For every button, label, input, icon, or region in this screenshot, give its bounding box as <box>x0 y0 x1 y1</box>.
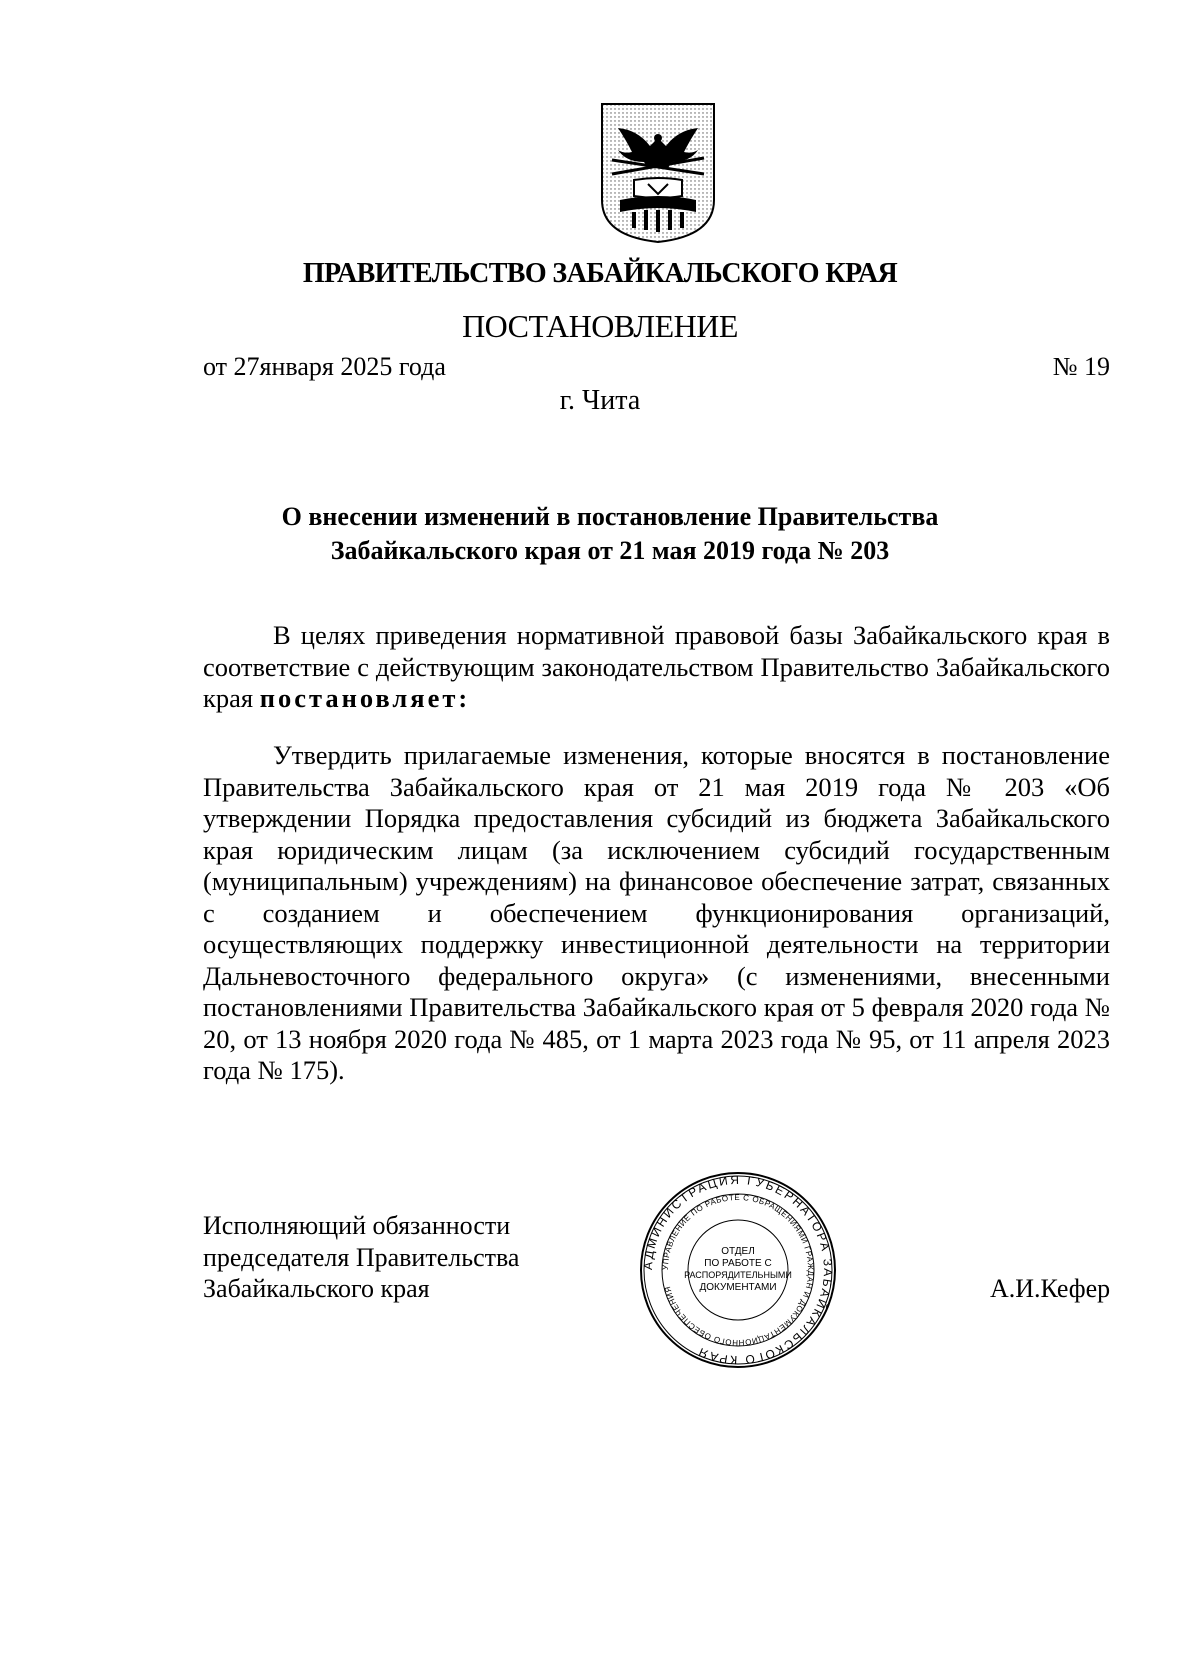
document-title-line2: Забайкальского края от 21 мая 2019 года № 203 <box>330 536 890 565</box>
stamp-center-line3: РАСПОРЯДИТЕЛЬНЫМИ <box>684 1270 792 1280</box>
signatory-position-line1: Исполняющий обязанности <box>203 1211 511 1240</box>
document-title <box>200 500 1020 568</box>
stamp-center-line2: ПО РАБОТЕ С <box>704 1258 772 1269</box>
signatory-name: А.И.Кефер <box>990 1274 1111 1303</box>
stamp-center-line1: ОТДЕЛ <box>721 1246 755 1257</box>
document-title-line1: О внесении изменений в постановление Правительства <box>281 502 939 531</box>
document-number: № 19 <box>1052 352 1110 381</box>
signatory-position-line2: председателя Правительства <box>203 1242 520 1272</box>
document-date: от 27января 2025 года <box>203 352 446 381</box>
coat-of-arms-emblem <box>598 100 718 244</box>
preamble-text: В целях приведения нормативной правовой базы Забайкальского края в соответствие с действующим законодательством Правительство Забайкальского края <box>203 620 1110 713</box>
stamp-inner-text: УПРАВЛЕНИЕ ПО РАБОТЕ С ОБРАЩЕНИЯМИ ГРАЖДАН И ДОКУМЕНТАЦИОННОГО ОБЕСПЕЧЕНИЯ <box>660 1192 816 1348</box>
signatory-position <box>203 1210 519 1305</box>
resolves-keyword: постановляет: <box>259 683 471 713</box>
preamble-paragraph <box>203 620 1110 715</box>
stamp-outer-text: АДМИНИСТРАЦИЯ ГУБЕРНАТОРА ЗАБАЙКАЛЬСКОГО КРАЯ <box>640 1172 836 1368</box>
signatory-position-line3: Забайкальского края <box>203 1274 430 1303</box>
organization-name: ПРАВИТЕЛЬСТВО ЗАБАЙКАЛЬСКОГО КРАЯ <box>302 258 898 289</box>
document-type: ПОСТАНОВЛЕНИЕ <box>462 308 738 344</box>
city-name: г. Чита <box>559 385 641 416</box>
official-stamp <box>638 1170 838 1370</box>
resolution-paragraph: Утвердить прилагаемые изменения, которые вносятся в постановление Правительства Забайкальского края от 21 мая 2019 года № 203 «Об утверждении Порядка предоставления субсидий из бюджета Забайкальского края юридическим лицам (за исключением субсидий государственным (муниципальным) учреждениям) на финансовое обеспечение затрат, связанных с созданием и обеспечением функционирования организаций, осуществляющих поддержку инвестиционной деятельности на территории Дальневосточного федерального округа» (с изменениями, внесенными постановлениями Правительства Забайкальского края от 5 февраля 2020 года № 20, от 13 ноября 2020 года № 485, от 1 марта 2023 года № 95, от 11 апреля 2023 года № 175). <box>203 740 1110 1085</box>
stamp-center-line4: ДОКУМЕНТАМИ <box>699 1282 777 1293</box>
